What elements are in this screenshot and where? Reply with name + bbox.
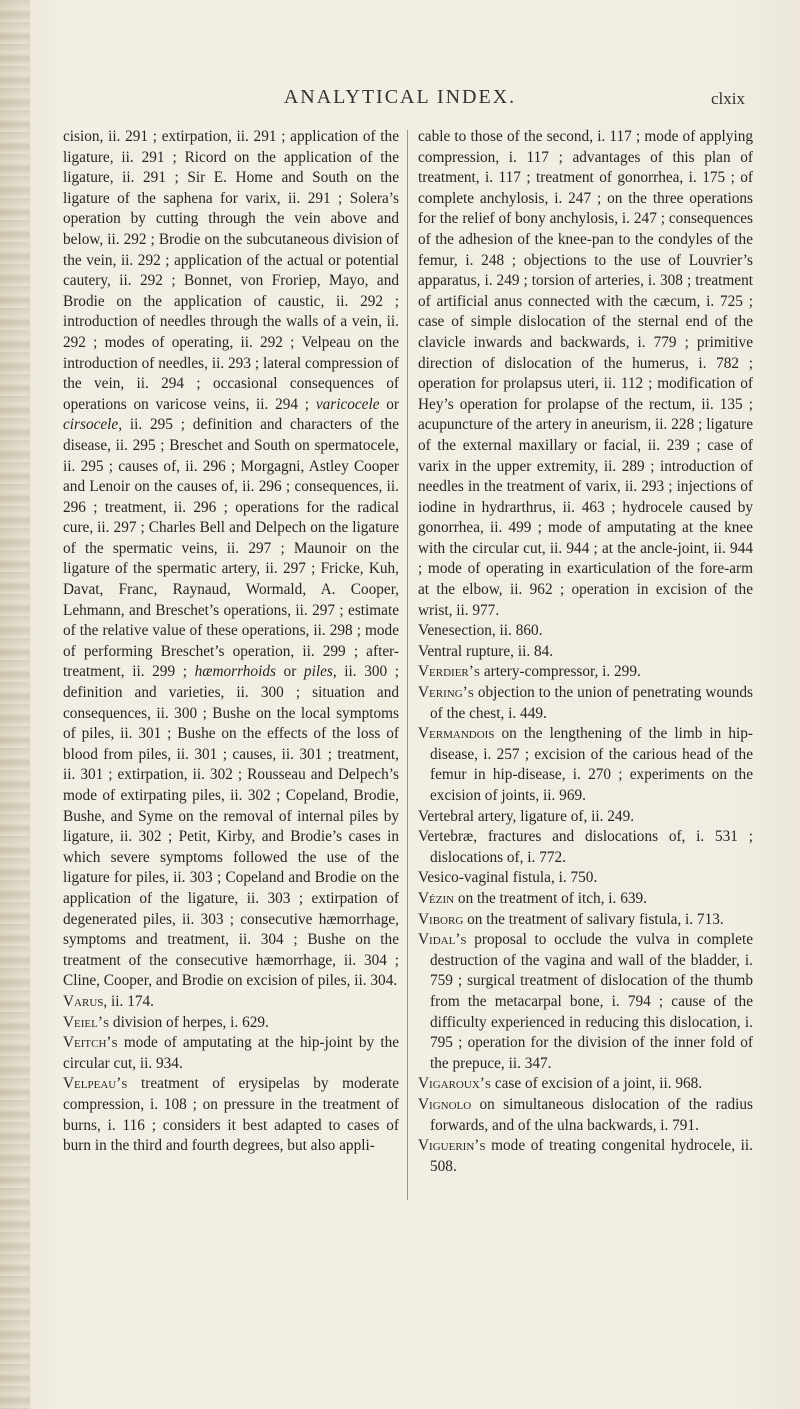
- italic-term: varicocele: [315, 395, 380, 413]
- entry-text: mode of treating congenital hydrocele, ii. 508.: [430, 1137, 753, 1175]
- entry-text: proposal to occlude the vulva in complete destruction of the vagina and wall of the bladder, i. 759 ; surgical treatment of dislocation of the thumb from the metacarpal bone, i. 794 ; cause of the difficulty experienced in reducing this dislocation, i. 795 ; operation for the division of the inner fold of the prepuce, ii. 347.: [430, 931, 753, 1072]
- entry-term: Varus,: [63, 992, 108, 1010]
- index-entry: [418, 683, 753, 724]
- index-entry: [418, 910, 753, 931]
- index-entry: [63, 992, 399, 1013]
- index-entry: [418, 1074, 753, 1095]
- entry-term: Velpeau’s: [63, 1075, 128, 1093]
- entry-text: Venesection, ii. 860.: [418, 622, 543, 640]
- entry-text: treatment of erysipelas by moderate compression, i. 108 ; on pressure in the treatment of burns, i. 116 ; considers it best adapted to cases of burn in the third and fourth degrees, but also appli-: [63, 1075, 399, 1155]
- entry-text: ii. 300 ; definition and varieties, ii. 300 ; situation and consequences, ii. 300 ; Bushe on the local symptoms of piles, ii. 301 ; Bushe on the effects of the loss of blood from piles, ii. 301 ; causes, ii. 301 ; treatment, ii. 301 ; extirpation, ii. 302 ; Rousseau and Delpech’s mode of extirpating piles, ii. 302 ; Copeland, Brodie, Bushe, and Syme on the removal of internal piles by ligature, ii. 302 ; Petit, Kirby, and Brodie’s cases in which severe symptoms followed the use of the ligature for piles, ii. 303 ; Copeland and Brodie on the application of the ligature, ii. 303 ; extirpation of degenerated piles, ii. 303 ; consecutive hæmorrhage, symptoms and treatment, ii. 304 ; Bushe on the treatment of the consecutive hæmorrhage, ii. 304 ; Cline, Cooper, and Brodie on excision of piles, ii. 304.: [63, 663, 400, 990]
- entry-term: Viborg: [418, 910, 464, 928]
- entry-term: Vidal’s: [418, 931, 467, 949]
- right-column: [418, 127, 753, 1177]
- entry-term: Veiel’s: [63, 1013, 110, 1031]
- page-binding-edge: [0, 0, 30, 1409]
- index-entry: [63, 1013, 399, 1034]
- index-entry: [418, 868, 753, 889]
- entry-text: on the treatment of salivary fistula, i. 713.: [467, 910, 724, 928]
- index-entry-continuation: [418, 127, 753, 621]
- index-entry: [418, 621, 753, 642]
- entry-text: ii. 174.: [111, 992, 154, 1010]
- index-entry: [418, 642, 753, 663]
- italic-term: piles,: [303, 663, 337, 681]
- header-title: ANALYTICAL INDEX.: [283, 86, 517, 108]
- entry-text: Vertebræ, fractures and dislocations of, i. 531 ; dislocations of, i. 772.: [418, 828, 753, 866]
- index-entry-continuation: [63, 127, 399, 992]
- entry-text: or: [283, 663, 297, 681]
- index-entry: [418, 930, 753, 1074]
- index-entry: [418, 662, 753, 683]
- italic-term: hæmorrhoids: [194, 663, 276, 681]
- entry-text: objection to the union of penetrating wounds of the chest, i. 449.: [430, 684, 753, 722]
- index-entry: [418, 889, 753, 910]
- entry-term: Vigaroux’s: [418, 1075, 491, 1093]
- entry-text: division of herpes, i. 629.: [112, 1013, 269, 1031]
- entry-text: on the lengthening of the limb in hip-disease, i. 257 ; excision of the carious head of the femur in hip-disease, i. 270 ; experiments on the excision of joints, ii. 969.: [430, 725, 753, 804]
- column-divider: [407, 130, 408, 1200]
- entry-text: Ventral rupture, ii. 84.: [418, 642, 554, 660]
- index-entry: [63, 1074, 399, 1156]
- running-header: [0, 86, 800, 116]
- entry-text: cable to those of the second, i. 117 ; mode of applying compression, i. 117 ; advantages of this plan of treatment, i. 117 ; treatment of gonorrhea, i. 175 ; of complete anchylosis, i. 247 ; on the three operations for the relief of bony anchylosis, i. 247 ; consequences of the adhesion of the knee-pan to the condyles of the femur, i. 248 ; objections to the use of Louvrier’s apparatus, i. 249 ; torsion of arteries, i. 308 ; treatment of artificial anus connected with the cæcum, i. 725 ; case of simple dislocation of the sternal end of the clavicle inwards and backwards, i. 779 ; primitive direction of dislocation of the humerus, i. 782 ; operation for prolapsus uteri, ii. 112 ; modification of Hey’s operation for prolapse of the rectum, ii. 135 ; acupuncture of the artery in aneurism, ii. 228 ; ligature of the external maxillary or facial, ii. 239 ; case of varix in the upper extremity, ii. 289 ; introduction of needles in the treatment of varix, ii. 293 ; injections of iodine in hydrarthrus, ii. 463 ; hydrocele caused by gonorrhea, ii. 499 ; mode of amputating at the knee with the circular cut, ii. 944 ; at the ancle-joint, ii. 944 ; mode of operating in exarticulation of the fore-arm at the elbow, ii. 962 ; operation in excision of the wrist, ii. 977.: [418, 128, 753, 619]
- entry-term: Vering’s: [418, 684, 474, 702]
- left-column: [63, 127, 399, 1157]
- entry-term: Veitch’s: [63, 1034, 118, 1052]
- entry-term: Vézin: [418, 889, 455, 907]
- page-number: clxix: [711, 89, 745, 108]
- entry-text: mode of amputating at the hip-joint by the circular cut, ii. 934.: [63, 1034, 400, 1072]
- entry-term: Vermandois: [418, 725, 495, 743]
- italic-term: cirsocele,: [63, 416, 123, 434]
- index-entry: [418, 827, 753, 868]
- index-entry: [418, 807, 753, 828]
- entry-text: Vesico-vaginal fistula, i. 750.: [418, 869, 598, 887]
- entry-text: on simultaneous dislocation of the radius forwards, and of the ulna backwards, i. 791.: [430, 1095, 753, 1134]
- entry-text: artery-compressor, i. 299.: [483, 663, 641, 681]
- entry-text: ii. 295 ; definition and characters of the disease, ii. 295 ; Breschet and South on spermatocele, ii. 295 ; causes of, ii. 296 ; Morgagni, Astley Cooper and Lenoir on the causes of, ii. 296 ; consequences, ii. 296 ; treatment, ii. 296 ; operations for the radical cure, ii. 297 ; Charles Bell and Delpech on the ligature of the spermatic veins, ii. 297 ; Maunoir on the ligature of the spermatic artery, ii. 297 ; Fricke, Kuh, Davat, Franc, Raynaud, Wormald, A. Cooper, Lehmann, and Breschet’s operations, ii. 297 ; estimate of the relative value of these operations, ii. 298 ; mode of performing Breschet’s operation, ii. 299 ; after-treatment, ii. 299 ;: [63, 416, 399, 681]
- entry-text: cision, ii. 291 ; extirpation, ii. 291 ; application of the ligature, ii. 291 ; Ricord on the application of the ligature, ii. 291 ; Sir E. Home and South on the ligature of the saphena for varix, ii. 291 ; Solera’s operation by cutting through the vein above and below, ii. 292 ; Brodie on the subcutaneous division of the vein, ii. 292 ; application of the actual or potential cautery, ii. 292 ; Bonnet, von Froriep, Mayo, and Brodie on the application of caustic, ii. 292 ; introduction of needles through the walls of a vein, ii. 292 ; modes of operating, ii. 292 ; Velpeau on the introduction of needles, ii. 293 ; lateral compression of the vein, ii. 294 ; occasional consequences of operations on varicose veins, ii. 294 ;: [63, 128, 399, 413]
- entry-text: on the treatment of itch, i. 639.: [457, 889, 647, 907]
- index-entry: [418, 1136, 753, 1177]
- index-entry: [418, 724, 753, 806]
- entry-text: Vertebral artery, ligature of, ii. 249.: [418, 807, 635, 825]
- entry-term: Viguerin’s: [418, 1137, 486, 1155]
- entry-text: or: [386, 395, 400, 413]
- entry-term: Verdier’s: [418, 663, 480, 681]
- entry-text: case of excision of a joint, ii. 968.: [494, 1075, 703, 1093]
- index-entry: [418, 1095, 753, 1136]
- index-entry: [63, 1033, 399, 1074]
- entry-term: Vignolo: [418, 1095, 472, 1113]
